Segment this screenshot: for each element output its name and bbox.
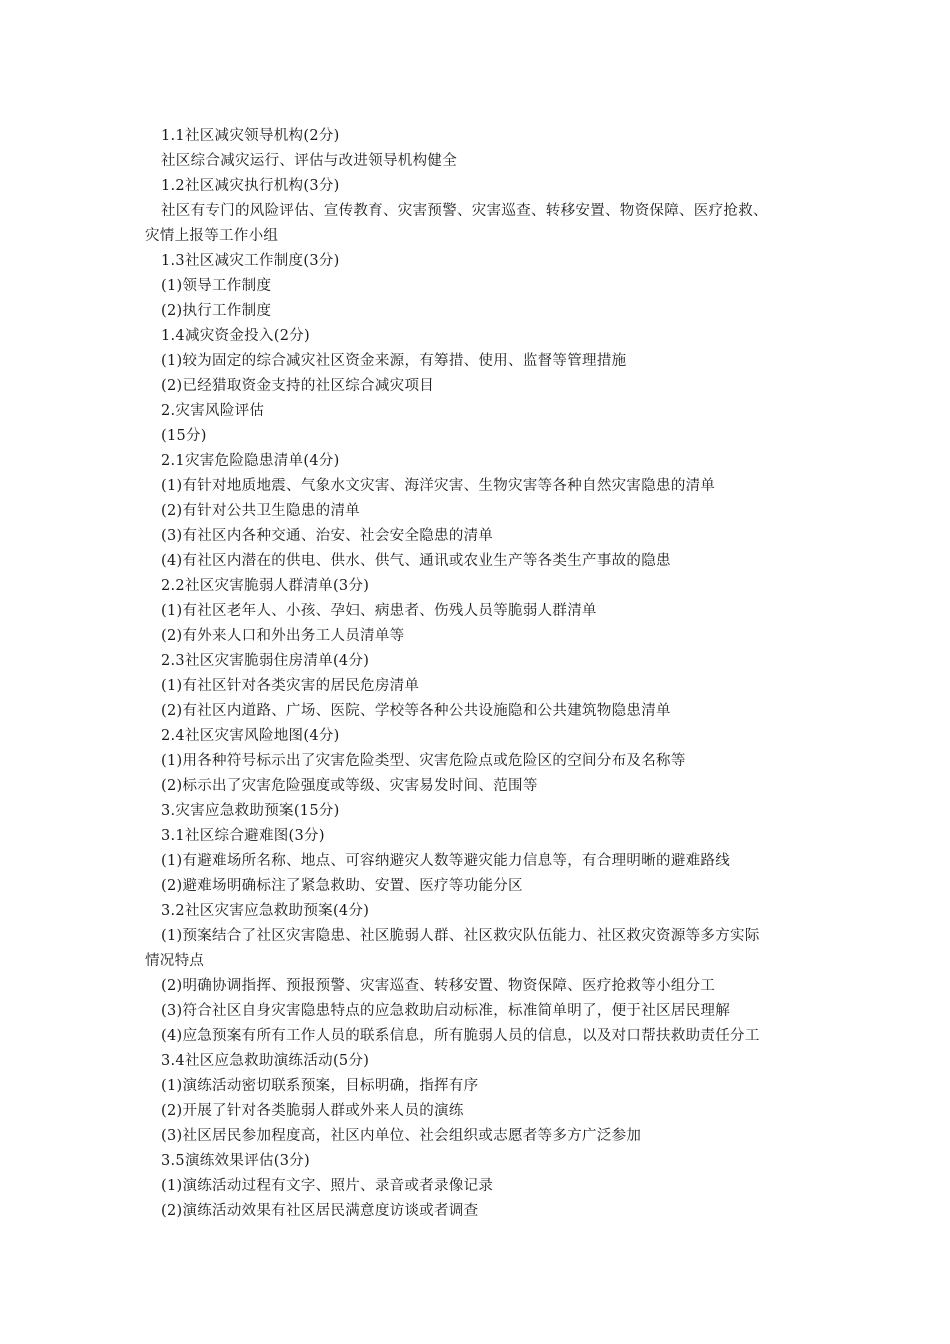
text-line: 2.2社区灾害脆弱人群清单(3分) xyxy=(161,578,370,594)
text-line: 2.灾害风险评估 xyxy=(161,403,265,419)
text-line: 2.1灾害危险隐患清单(4分) xyxy=(161,453,340,469)
text-line: 3.1社区综合避难图(3分) xyxy=(161,828,325,844)
text-line: 3.2社区灾害应急救助预案(4分) xyxy=(161,903,370,919)
text-line: (4)有社区内潜在的供电、供水、供气、通讯或农业生产等各类生产事故的隐患 xyxy=(161,553,671,569)
text-line: (2)执行工作制度 xyxy=(161,303,272,319)
text-line: (1)演练活动过程有文字、照片、录音或者录像记录 xyxy=(161,1178,494,1194)
text-line: 1.2社区减灾执行机构(3分) xyxy=(161,178,340,194)
text-line: (1)用各种符号标示出了灾害危险类型、灾害危险点或危险区的空间分布及名称等 xyxy=(161,753,686,769)
text-line: (2)有外来人口和外出务工人员清单等 xyxy=(161,628,405,644)
text-line: 3.4社区应急救助演练活动(5分) xyxy=(161,1053,370,1069)
text-line: 1.4减灾资金投入(2分) xyxy=(161,328,310,344)
text-line: (1)有社区针对各类灾害的居民危房清单 xyxy=(161,678,420,694)
text-line: (1)演练活动密切联系预案，目标明确，指挥有序 xyxy=(161,1078,479,1094)
text-line: (3)社区居民参加程度高，社区内单位、社会组织或志愿者等多方广泛参加 xyxy=(161,1128,642,1144)
text-line: 情况特点 xyxy=(145,953,205,969)
text-line: 灾情上报等工作小组 xyxy=(145,228,279,244)
text-line: 社区综合减灾运行、评估与改进领导机构健全 xyxy=(161,153,457,169)
text-line: (3)符合社区自身灾害隐患特点的应急救助启动标准，标准简单明了，便于社区居民理解 xyxy=(161,1003,731,1019)
text-line: 1.1社区减灾领导机构(2分) xyxy=(161,128,340,144)
text-line: (2)避难场明确标注了紧急救助、安置、医疗等功能分区 xyxy=(161,878,523,894)
text-line: (2)已经猎取资金支持的社区综合减灾项目 xyxy=(161,378,435,394)
text-line: (2)标示出了灾害危险强度或等级、灾害易发时间、范围等 xyxy=(161,778,538,794)
text-line: (1)有避难场所名称、地点、可容纳避灾人数等避灾能力信息等，有合理明晰的避难路线 xyxy=(161,853,731,869)
text-line: (2)演练活动效果有社区居民满意度访谈或者调查 xyxy=(161,1203,479,1219)
text-line: (2)有社区内道路、广场、医院、学校等各种公共设施隐和公共建筑物隐患清单 xyxy=(161,703,671,719)
text-line: 2.4社区灾害风险地图(4分) xyxy=(161,728,340,744)
text-line: 社区有专门的风险评估、宣传教育、灾害预警、灾害巡查、转移安置、物资保障、医疗抢救、 xyxy=(161,203,768,219)
text-line: (1)有针对地质地震、气象水文灾害、海洋灾害、生物灾害等各种自然灾害隐患的清单 xyxy=(161,478,716,494)
text-line: (1)较为固定的综合减灾社区资金来源，有筹措、使用、监督等管理措施 xyxy=(161,353,627,369)
text-line: 3.5演练效果评估(3分) xyxy=(161,1153,310,1169)
text-line: (3)有社区内各种交通、治安、社会安全隐患的清单 xyxy=(161,528,494,544)
text-line: 2.3社区灾害脆弱住房清单(4分) xyxy=(161,653,370,669)
text-line: (15分) xyxy=(161,428,207,444)
text-line: (1)有社区老年人、小孩、孕妇、病患者、伤残人员等脆弱人群清单 xyxy=(161,603,597,619)
document-page xyxy=(145,124,815,1224)
text-line: 1.3社区减灾工作制度(3分) xyxy=(161,253,340,269)
text-line: (2)明确协调指挥、预报预警、灾害巡查、转移安置、物资保障、医疗抢救等小组分工 xyxy=(161,978,716,994)
text-line: (1)预案结合了社区灾害隐患、社区脆弱人群、社区救灾队伍能力、社区救灾资源等多方实际 xyxy=(161,928,760,944)
text-line: (4)应急预案有所有工作人员的联系信息，所有脆弱人员的信息，以及对口帮扶救助责任分工 xyxy=(161,1028,760,1044)
text-line: (1)领导工作制度 xyxy=(161,278,272,294)
text-line: (2)开展了针对各类脆弱人群或外来人员的演练 xyxy=(161,1103,464,1119)
text-line: 3.灾害应急救助预案(15分) xyxy=(161,803,340,819)
text-line: (2)有针对公共卫生隐患的清单 xyxy=(161,503,361,519)
